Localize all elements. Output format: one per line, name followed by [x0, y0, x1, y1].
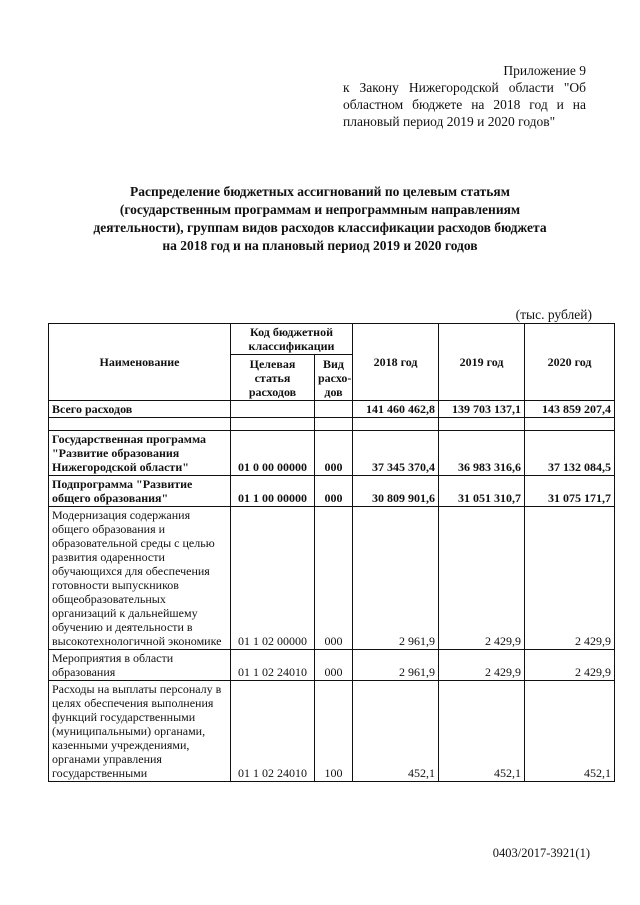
- spacer-row: [49, 418, 615, 431]
- row-target: [231, 401, 315, 418]
- table-row: [49, 507, 615, 650]
- row-target: 01 1 02 24010: [231, 681, 315, 782]
- header-2018: 2018 год: [353, 324, 439, 401]
- row-name: Мероприятия в области образования: [49, 650, 231, 681]
- row-kind: 000: [315, 431, 353, 476]
- row-target: 01 0 00 00000: [231, 431, 315, 476]
- row-2020: 37 132 084,5: [525, 431, 615, 476]
- appendix-text: к Закону Нижегородской области "Об областном бюджете на 2018 год и на плановый период 2019 и 2020 годов": [343, 80, 586, 129]
- row-target: 01 1 02 24010: [231, 650, 315, 681]
- document-footer-code: 0403/2017-3921(1): [492, 846, 590, 860]
- header-2020: 2020 год: [525, 324, 615, 401]
- header-code-group: Код бюджетной классификации: [231, 324, 353, 355]
- row-2018: 2 961,9: [353, 507, 439, 650]
- row-2019: 2 429,9: [439, 507, 525, 650]
- row-kind: 000: [315, 507, 353, 650]
- header-target: Целевая статья расходов: [231, 355, 315, 401]
- row-target: 01 1 02 00000: [231, 507, 315, 650]
- row-2018: 30 809 901,6: [353, 476, 439, 507]
- row-name: Государственная программа "Развитие образования Нижегородской области": [49, 431, 231, 476]
- row-kind: 100: [315, 681, 353, 782]
- appendix-number: Приложение 9: [503, 63, 586, 78]
- row-kind: [315, 401, 353, 418]
- document-title: Распределение бюджетных ассигнований по целевым статьям (государственным программам и непрограммным направлениям деятельности), группам видов расходов классификации расходов бюджета на 2018 год и на плановый период 2019 и 2020 годов: [93, 184, 547, 253]
- row-2019: 36 983 316,6: [439, 431, 525, 476]
- row-2019: 2 429,9: [439, 650, 525, 681]
- table-row: [49, 476, 615, 507]
- row-2020: 31 075 171,7: [525, 476, 615, 507]
- row-2018: 2 961,9: [353, 650, 439, 681]
- row-target: 01 1 00 00000: [231, 476, 315, 507]
- row-2020: 143 859 207,4: [525, 401, 615, 418]
- header-kind: Вид расхо-дов: [315, 355, 353, 401]
- table-row: [49, 401, 615, 418]
- row-2019: 452,1: [439, 681, 525, 782]
- header-name: Наименование: [49, 324, 231, 401]
- table-row: [49, 431, 615, 476]
- row-name: Модернизация содержания общего образования и образовательной среды с целью развития одаренности обучающихся для обеспечения готовности выпускников общеобразовательных организаций к дальнейшему обучению и деятельности в высокотехнологичной экономике: [49, 507, 231, 650]
- row-2018: 452,1: [353, 681, 439, 782]
- row-2018: 37 345 370,4: [353, 431, 439, 476]
- row-2018: 141 460 462,8: [353, 401, 439, 418]
- row-2019: 31 051 310,7: [439, 476, 525, 507]
- row-name: Всего расходов: [49, 401, 231, 418]
- row-2019: 139 703 137,1: [439, 401, 525, 418]
- row-kind: 000: [315, 650, 353, 681]
- row-name: Подпрограмма "Развитие общего образования": [49, 476, 231, 507]
- row-kind: 000: [315, 476, 353, 507]
- budget-table: [48, 323, 615, 782]
- header-2019: 2019 год: [439, 324, 525, 401]
- row-2020: 2 429,9: [525, 650, 615, 681]
- table-row: [49, 650, 615, 681]
- row-2020: 2 429,9: [525, 507, 615, 650]
- appendix-block: [343, 62, 586, 130]
- table-row: [49, 681, 615, 782]
- units-label: (тыс. рублей): [515, 307, 592, 322]
- row-2020: 452,1: [525, 681, 615, 782]
- row-name: Расходы на выплаты персоналу в целях обеспечения выполнения функций государственными (муниципальными) органами, казенными учреждениями, органами управления государственными: [49, 681, 231, 782]
